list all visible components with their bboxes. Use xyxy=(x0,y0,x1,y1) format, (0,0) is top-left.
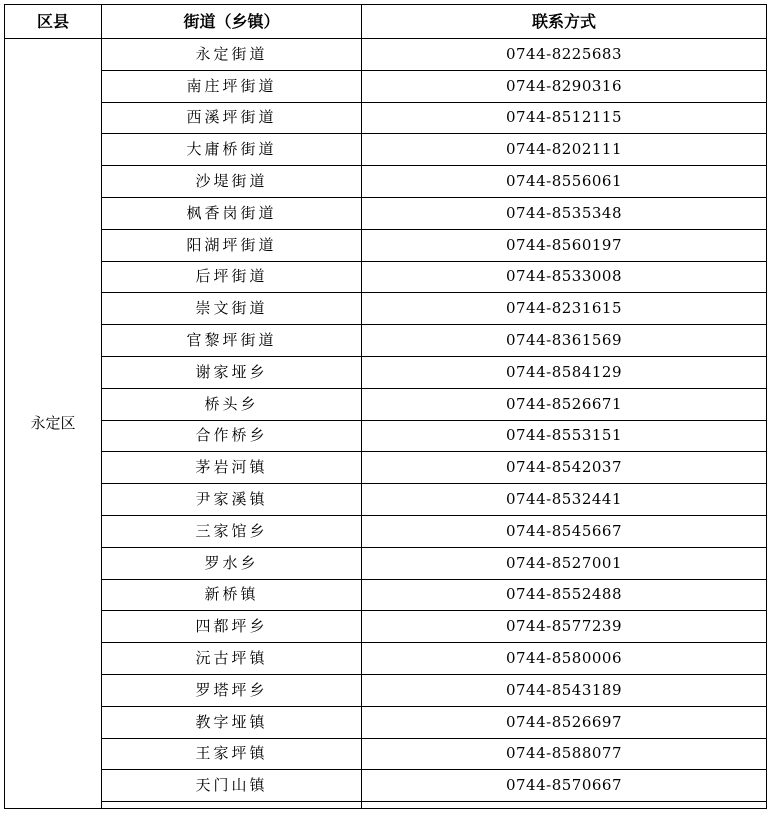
street-cell: 永定街道 xyxy=(102,39,362,71)
phone-cell: 0744-8533008 xyxy=(362,261,767,293)
table-row xyxy=(5,197,767,229)
phone-cell: 0744-8526671 xyxy=(362,388,767,420)
table-row xyxy=(5,547,767,579)
phone-cell: 0744-8532441 xyxy=(362,484,767,516)
street-cell: 三家馆乡 xyxy=(102,515,362,547)
street-cell: 教字垭镇 xyxy=(102,706,362,738)
street-cell: 茅岩河镇 xyxy=(102,452,362,484)
header-contact: 联系方式 xyxy=(362,5,767,39)
header-district: 区县 xyxy=(5,5,102,39)
table-row xyxy=(5,738,767,770)
table-row xyxy=(5,515,767,547)
street-cell: 谢家垭乡 xyxy=(102,356,362,388)
district-cell: 永定区 xyxy=(5,39,102,809)
phone-cell: 0744-8225683 xyxy=(362,39,767,71)
phone-cell: 0744-8543189 xyxy=(362,674,767,706)
table-row xyxy=(5,484,767,516)
header-street: 街道（乡镇） xyxy=(102,5,362,39)
table-row xyxy=(5,356,767,388)
phone-cell: 0744-8535348 xyxy=(362,197,767,229)
table-row xyxy=(5,261,767,293)
table-row xyxy=(5,134,767,166)
table-row xyxy=(5,293,767,325)
street-cell: 四都坪乡 xyxy=(102,611,362,643)
phone-cell: 0744-8552488 xyxy=(362,579,767,611)
street-cell: 罗塔坪乡 xyxy=(102,674,362,706)
phone-cell: 0744-8553151 xyxy=(362,420,767,452)
table-row xyxy=(5,643,767,675)
table-row xyxy=(5,39,767,71)
street-cell: 西溪坪街道 xyxy=(102,102,362,134)
table-row xyxy=(5,102,767,134)
table-row xyxy=(5,579,767,611)
table-header xyxy=(5,5,767,39)
phone-cell: 0744-8527001 xyxy=(362,547,767,579)
phone-cell: 0744-8231615 xyxy=(362,293,767,325)
street-cell: 尹家溪镇 xyxy=(102,484,362,516)
street-cell: 罗水乡 xyxy=(102,547,362,579)
street-cell: 沅古坪镇 xyxy=(102,643,362,675)
contact-table xyxy=(4,4,767,809)
street-cell: 阳湖坪街道 xyxy=(102,229,362,261)
table-row xyxy=(5,420,767,452)
phone-cell: 0744-8545667 xyxy=(362,515,767,547)
phone-cell: 0744-8542037 xyxy=(362,452,767,484)
street-cell: 天门山镇 xyxy=(102,770,362,802)
street-cell: 后坪街道 xyxy=(102,261,362,293)
street-cell: 南庄坪街道 xyxy=(102,70,362,102)
table-row-partial xyxy=(5,802,767,809)
phone-cell: 0744-8560197 xyxy=(362,229,767,261)
phone-cell: 0744-8556061 xyxy=(362,166,767,198)
street-cell: 王家坪镇 xyxy=(102,738,362,770)
phone-cell: 0744-8290316 xyxy=(362,70,767,102)
street-cell: 新桥镇 xyxy=(102,579,362,611)
phone-cell: 0744-8577239 xyxy=(362,611,767,643)
table-body xyxy=(5,39,767,809)
table-row xyxy=(5,325,767,357)
table-row xyxy=(5,229,767,261)
phone-cell: 0744-8361569 xyxy=(362,325,767,357)
street-cell: 沙堤街道 xyxy=(102,166,362,198)
phone-cell: 0744-8570667 xyxy=(362,770,767,802)
street-cell: 崇文街道 xyxy=(102,293,362,325)
table-row xyxy=(5,452,767,484)
phone-cell: 0744-8588077 xyxy=(362,738,767,770)
street-cell: 桥头乡 xyxy=(102,388,362,420)
street-cell: 枫香岗街道 xyxy=(102,197,362,229)
street-cell: 合作桥乡 xyxy=(102,420,362,452)
phone-cell: 0744-8584129 xyxy=(362,356,767,388)
table-row xyxy=(5,166,767,198)
table-row xyxy=(5,706,767,738)
table-row xyxy=(5,611,767,643)
phone-cell: 0744-8580006 xyxy=(362,643,767,675)
table-row xyxy=(5,674,767,706)
table-row xyxy=(5,770,767,802)
street-cell: 官黎坪街道 xyxy=(102,325,362,357)
phone-cell: 0744-8526697 xyxy=(362,706,767,738)
table-row xyxy=(5,70,767,102)
phone-cell: 0744-8512115 xyxy=(362,102,767,134)
phone-cell: 0744-8202111 xyxy=(362,134,767,166)
street-cell: 大庸桥街道 xyxy=(102,134,362,166)
table-row xyxy=(5,388,767,420)
